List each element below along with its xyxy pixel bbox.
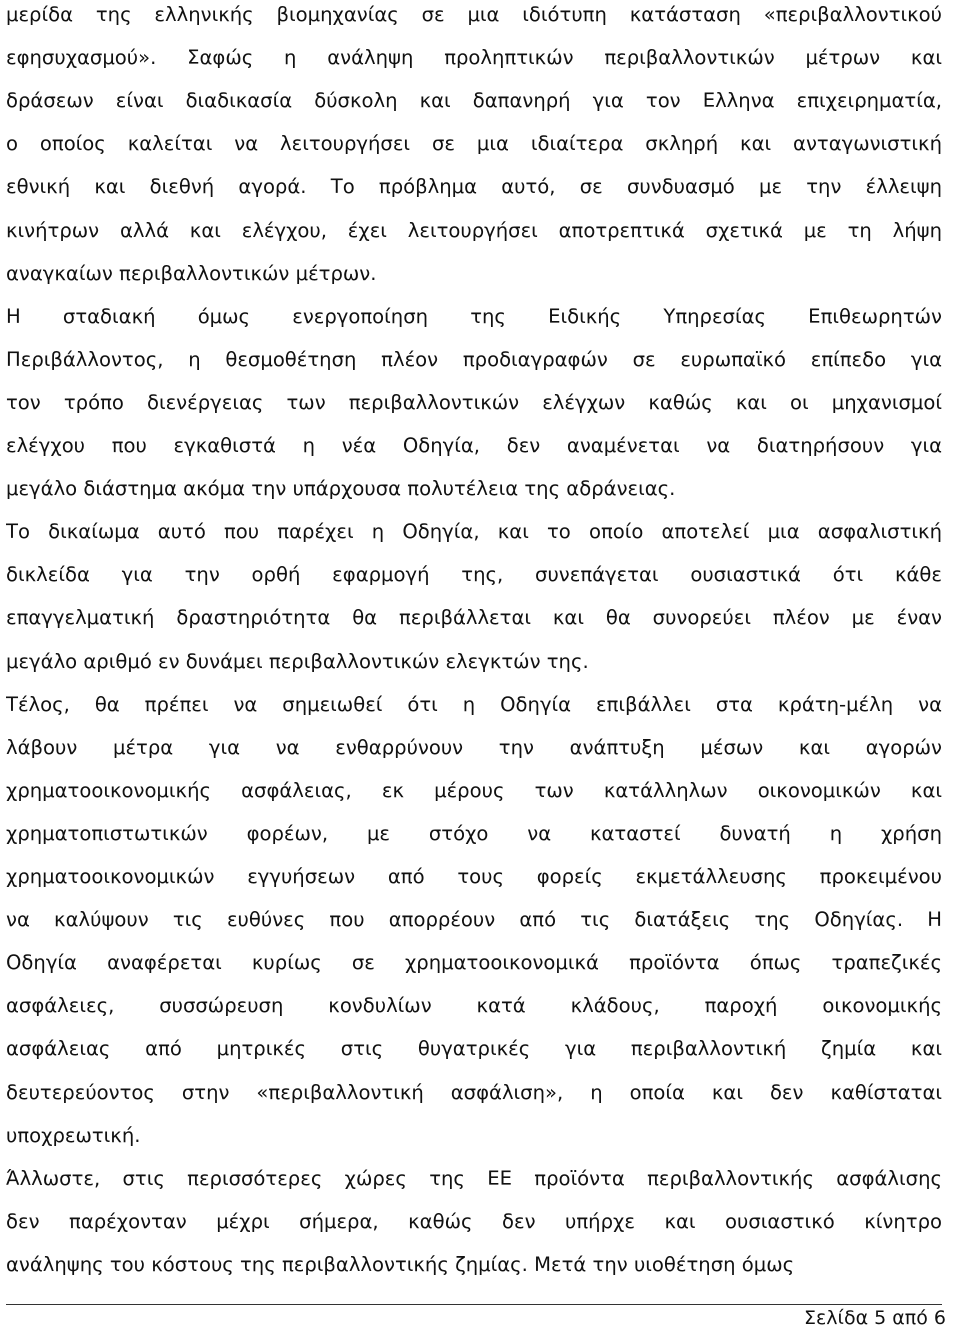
text-line: λάβουν μέτρα για να ενθαρρύνουν την ανάπτυξη μέσων και αγορών — [6, 735, 942, 759]
text-line: μεγάλο αριθμό εν δυνάμει περιβαλλοντικών ελεγκτών της. — [6, 649, 589, 673]
text-line: χρηματοοικονομικών εγγυήσεων από τους φορείς εκμετάλλευσης προκειμένου — [6, 865, 942, 888]
text-line: μερίδα της ελληνικής βιομηχανίας σε μια ιδιότυπη κατάσταση «περιβαλλοντικού — [6, 3, 942, 26]
text-line: δεν παρέχονταν μέχρι σήμερα, καθώς δεν υπήρχε και ουσιαστικό κίνητρο — [6, 1209, 942, 1233]
text-line: Τέλος, θα πρέπει να σημειωθεί ότι η Οδηγία επιβάλλει στα κράτη-μέλη να — [6, 692, 942, 716]
text-line: δράσεων είναι διαδικασία δύσκολη και δαπανηρή για τον Ελληνα επιχειρηματία, — [6, 89, 942, 113]
text-line: κινήτρων αλλά και ελέγχου, έχει λειτουργήσει αποτρεπτικά σχετικά με τη λήψη — [6, 218, 942, 242]
text-line: ο οποίος καλείται να λειτουργήσει σε μια ιδιαίτερα σκληρή και ανταγωνιστική — [6, 132, 942, 156]
text-line: Η σταδιακή όμως ενεργοποίηση της Ειδικής Υπηρεσίας Επιθεωρητών — [6, 304, 942, 328]
text-line: υποχρεωτική. — [6, 1123, 141, 1147]
text-line: να καλύψουν τις ευθύνες που απορρέουν από τις διατάξεις της Οδηγίας. Η — [6, 908, 942, 932]
footer-divider — [6, 1304, 942, 1305]
text-line: ασφάλειας από μητρικές στις θυγατρικές για περιβαλλοντική ζημία και — [6, 1037, 942, 1061]
text-line: χρηματοπιστωτικών φορέων, με στόχο να καταστεί δυνατή η χρήση — [6, 821, 942, 845]
text-line: χρηματοοικονομικής ασφάλειας, εκ μέρους των κατάλληλων οικονομικών και — [6, 778, 942, 802]
text-line: Περιβάλλοντος, η θεσμοθέτηση πλέον προδιαγραφών σε ευρωπαϊκό επίπεδο για — [6, 347, 942, 371]
page-number: Σελίδα 5 από 6 — [804, 1307, 946, 1329]
text-line: Το δικαίωμα αυτό που παρέχει η Οδηγία, και το οποίο αποτελεί μια ασφαλιστική — [6, 520, 942, 544]
text-line: μεγάλο διάστημα ακόμα την υπάρχουσα πολυτέλεια της αδράνειας. — [6, 477, 676, 501]
text-line: Άλλωστε, στις περισσότερες χώρες της ΕΕ προϊόντα περιβαλλοντικής ασφάλισης — [6, 1166, 942, 1190]
text-line: δικλείδα για την ορθή εφαρμογή της, συνεπάγεται ουσιαστικά ότι κάθε — [6, 563, 942, 587]
text-line: αναγκαίων περιβαλλοντικών μέτρων. — [6, 261, 377, 285]
text-line: ασφάλειες, συσσώρευση κονδυλίων κατά κλάδους, παροχή οικονομικής — [6, 994, 942, 1018]
text-line: δευτερεύοντος στην «περιβαλλοντική ασφάλιση», η οποία και δεν καθίσταται — [6, 1080, 942, 1104]
text-line: τον τρόπο διενέργειας των περιβαλλοντικών ελέγχων καθώς και οι μηχανισμοί — [6, 390, 942, 414]
text-line: Οδηγία αναφέρεται κυρίως σε χρηματοοικονομικά προϊόντα όπως τραπεζικές — [6, 951, 942, 975]
text-line: ανάληψης του κόστους της περιβαλλοντικής ζημίας. Μετά την υιοθέτηση όμως — [6, 1252, 795, 1276]
text-line: εθνική και διεθνή αγορά. Το πρόβλημα αυτό, σε συνδυασμό με την έλλειψη — [6, 175, 942, 199]
text-line: ελέγχου που εγκαθιστά η νέα Οδηγία, δεν αναμένεται να διατηρήσουν για — [6, 434, 942, 457]
text-line: επαγγελματική δραστηριότητα θα περιβάλλεται και θα συνορεύει πλέον με έναν — [6, 606, 942, 630]
text-line: εφησυχασμού». Σαφώς η ανάληψη προληπτικών περιβαλλοντικών μέτρων και — [6, 46, 942, 70]
